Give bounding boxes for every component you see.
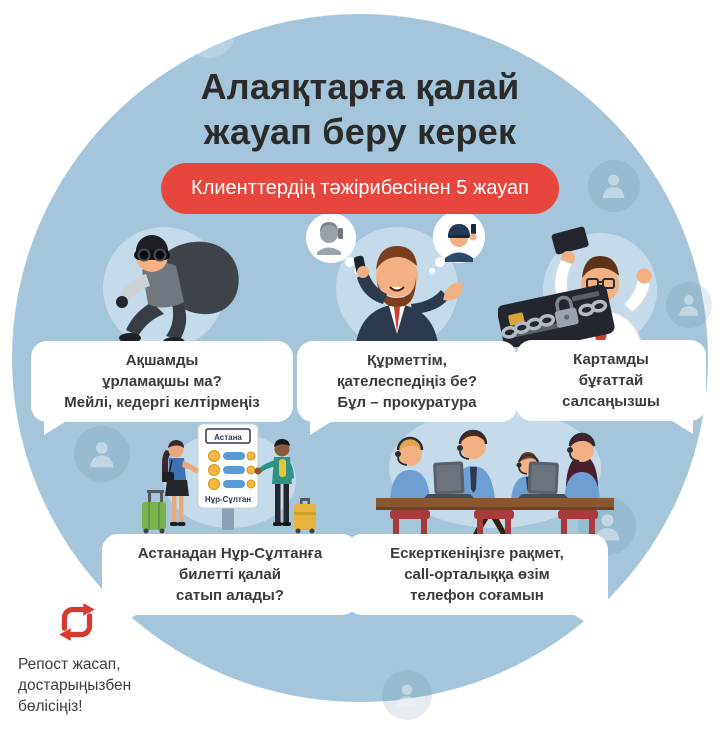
speech-bubble-prosecutor xyxy=(297,341,517,422)
subtitle-badge: Клиенттердің тәжірибесінен 5 жауап xyxy=(161,163,559,214)
operator-dark-hair-woman xyxy=(564,434,600,500)
bubble-line: телефон соғамын xyxy=(410,587,544,604)
blocked-card-illustration xyxy=(498,210,695,347)
call-center-illustration xyxy=(376,402,614,538)
page-title xyxy=(0,64,720,154)
policeman-thought-bubble xyxy=(429,211,485,274)
footer-line: бөлісіңіз! xyxy=(18,698,83,715)
bubble-line: Ақшамды xyxy=(125,352,199,369)
yellow-suitcase xyxy=(294,498,316,534)
bubble-line: Картамды xyxy=(573,351,649,368)
bubble-line: қателеспедіңіз бе? xyxy=(336,373,478,390)
repost-arrows-icon xyxy=(54,601,100,643)
speech-bubble-call-center xyxy=(346,534,608,615)
board-top-label: Астана xyxy=(214,433,242,442)
scammer-thought-bubble xyxy=(306,213,360,274)
bubble-line: Мейлі, кедергі келтірмеңіз xyxy=(64,394,260,411)
thief-illustration xyxy=(72,214,262,348)
bubble-line: call-орталыққа өзім xyxy=(404,566,550,583)
footer-line: достарыңызбен xyxy=(18,677,132,694)
board-bottom-label: Нұр-Сұлтан xyxy=(204,495,252,504)
repost-call-to-action xyxy=(18,654,131,717)
bubble-line: Астанадан Нұр-Сұлтанға xyxy=(137,545,323,562)
price-board xyxy=(198,424,258,508)
board-pole xyxy=(222,506,234,530)
speech-bubble-card xyxy=(516,340,706,421)
title-line-1: Алаяқтарға қалай xyxy=(200,66,520,107)
bubble-line: сатып алады? xyxy=(176,587,284,604)
bubble-line: ұрламақшы ма? xyxy=(102,373,222,390)
footer-line: Репост жасап, xyxy=(18,656,121,673)
bubble-line: билетті қалай xyxy=(179,566,281,583)
person-in-circle-watermark xyxy=(74,426,130,482)
title-line-2: жауап беру керек xyxy=(203,111,517,152)
bubble-line: Ескерткеніңізге рақмет, xyxy=(390,545,564,562)
phone-call-illustration xyxy=(293,208,493,350)
ticket-board-illustration xyxy=(136,416,324,536)
bubble-line: бұғаттай xyxy=(578,372,644,389)
bubble-line: салсаңызшы xyxy=(562,393,660,410)
person-in-circle-watermark xyxy=(588,160,640,212)
bubble-line: Бұл – прокуратура xyxy=(337,394,477,411)
bubble-line: Құрметтім, xyxy=(367,352,447,369)
speech-bubble-ticket xyxy=(102,534,358,615)
person-in-circle-watermark xyxy=(382,670,432,720)
person-in-circle-watermark xyxy=(183,6,235,58)
speech-bubble-thief xyxy=(31,341,293,422)
green-suitcase xyxy=(142,490,166,534)
